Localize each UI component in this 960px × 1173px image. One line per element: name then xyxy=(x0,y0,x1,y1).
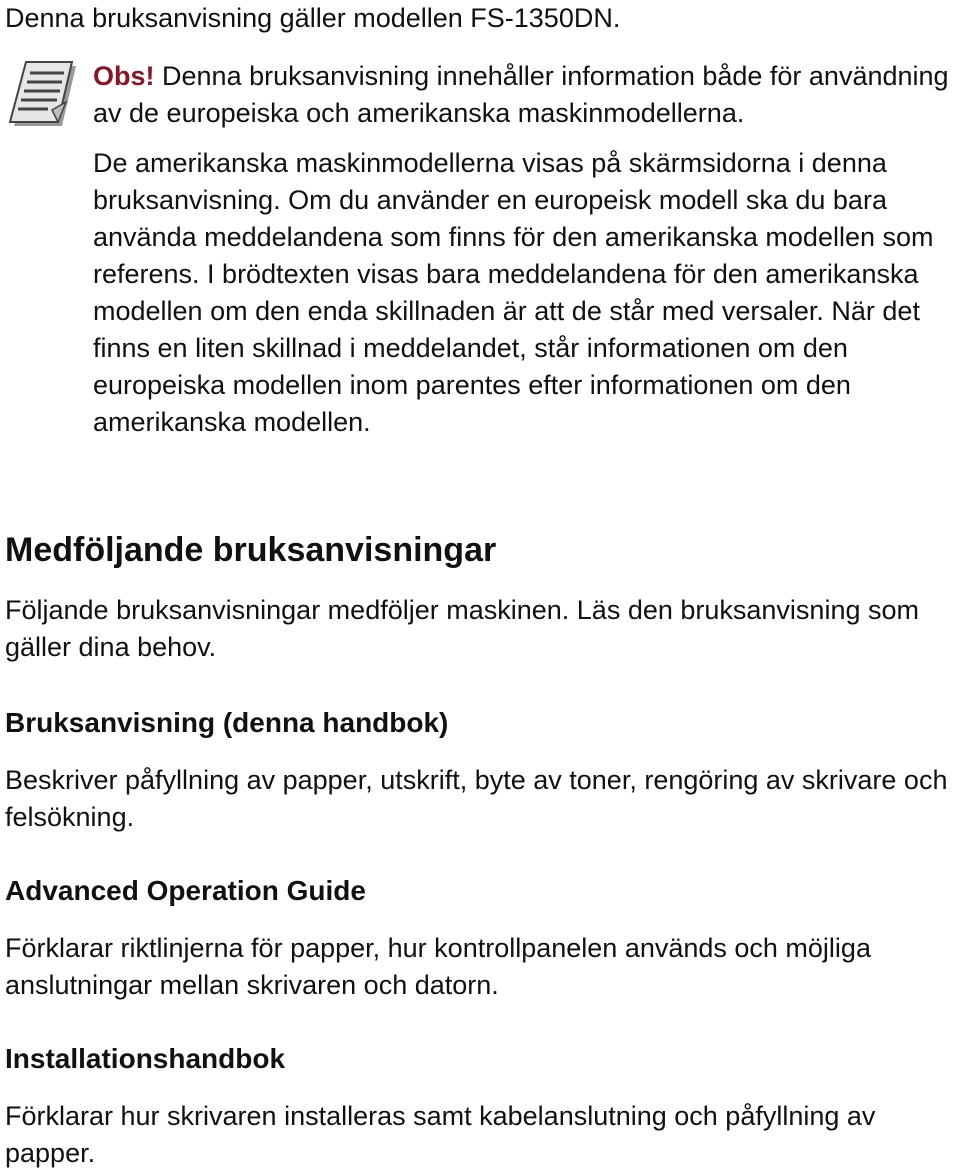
note-second-paragraph: De amerikanska maskinmodellerna visas på skärmsidorna i denna bruksanvisning. Om du använder en europeisk modell ska du bara använda meddelandena som finns för den amerikanska modellen som referens. I brödtexten visas bara meddelandena för den amerikanska modellen om den enda skillnaden är att de står med versaler. När det finns en liten skillnad i meddelandet, står informationen om den europeiska modellen inom parentes efter informationen om den amerikanska modellen. xyxy=(93,148,934,437)
guide-title: Installationshandbok xyxy=(5,1043,286,1074)
section-heading: Medföljande bruksanvisningar xyxy=(5,531,497,569)
note-label: Obs! xyxy=(93,61,155,91)
section-intro: Följande bruksanvisningar medföljer maskinen. Läs den bruksanvisning som gäller dina behov. xyxy=(5,595,919,662)
guide-description: Förklarar riktlinjerna för papper, hur kontrollpanelen används och möjliga anslutningar mellan skrivaren och datorn. xyxy=(5,933,871,1000)
guide-description: Beskriver påfyllning av papper, utskrift, byte av toner, rengöring av skrivare och felsökning. xyxy=(5,765,948,832)
note-first-paragraph xyxy=(93,58,958,132)
guide-title: Advanced Operation Guide xyxy=(5,875,366,906)
intro-text: Denna bruksanvisning gäller modellen FS-1350DN. xyxy=(5,3,621,33)
note-block xyxy=(93,58,958,441)
guide-description: Förklarar hur skrivaren installeras samt kabelanslutning och påfyllning av papper. xyxy=(5,1101,876,1168)
note-icon xyxy=(6,58,82,132)
note-first-text: Denna bruksanvisning innehåller information både för användning av de europeiska och amerikanska maskinmodellerna. xyxy=(93,61,949,128)
guide-title: Bruksanvisning (denna handbok) xyxy=(5,707,449,738)
